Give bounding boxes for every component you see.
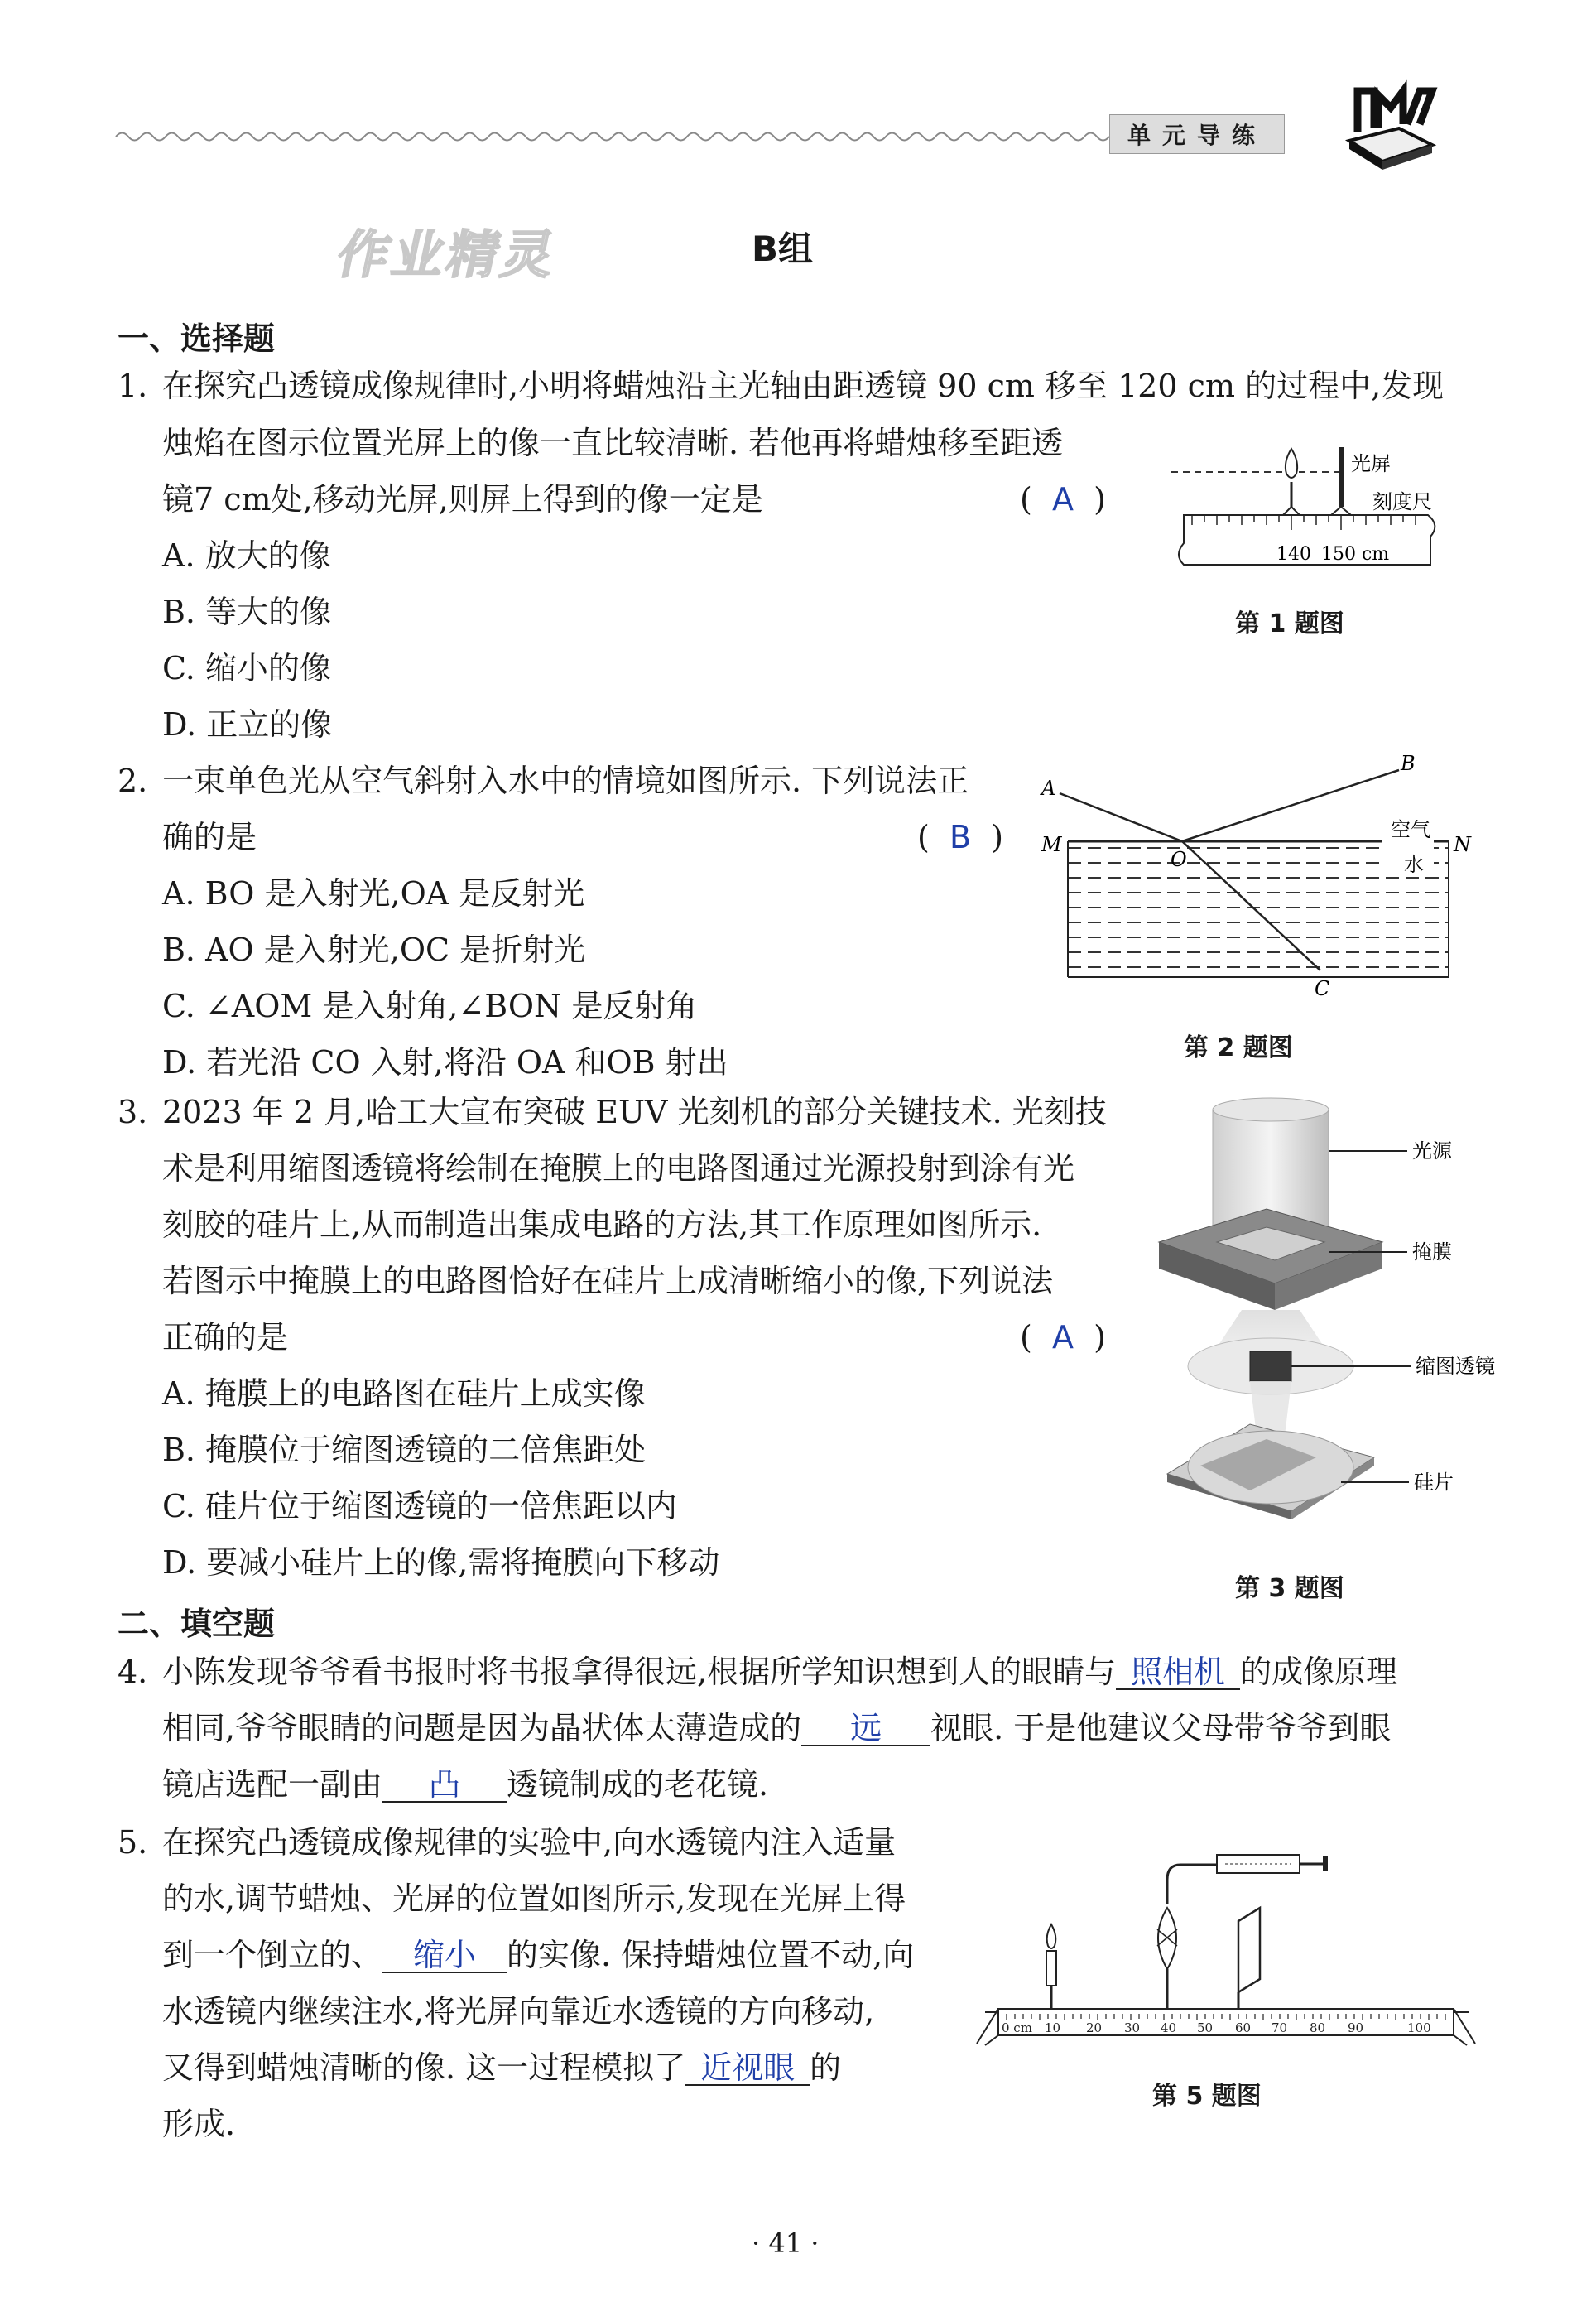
header-unit-tag: 单元导练 [1109,114,1285,154]
q1-answer-bracket: ( A ) [1020,481,1106,518]
q1-tick-140: 140 [1276,544,1311,565]
q3-caption: 第 3 题图 [1235,1574,1344,1603]
q5-tick-50: 50 [1197,2020,1214,2035]
q1-screen-label: 光屏 [1351,452,1391,475]
q3-option-b: B. 掩膜位于缩图透镜的二倍焦距处 [162,1432,647,1468]
q5-number: 5. [118,1824,148,1861]
q2-label-c: C [1315,977,1330,1000]
watermark: 作业精灵 [332,224,564,285]
q5-line2: 的水,调节蜡烛、光屏的位置如图所示,发现在光屏上得 [162,1880,906,1917]
q3-label-light: 光源 [1412,1139,1452,1163]
q5-line6: 形成. [162,2106,236,2142]
q3-line4: 若图示中掩膜上的电路图恰好在硅片上成清晰缩小的像,下列说法 [162,1263,1054,1299]
q2-ray-oc [1182,841,1320,970]
q5-figure [969,1822,1482,2054]
section-fill: 二、填空题 [118,1606,276,1642]
q2-line1: 一束单色光从空气斜射入水中的情境如图所示. 下列说法正 [162,763,969,799]
q1-line2: 烛焰在图示位置光屏上的像一直比较清晰. 若他再将蜡烛移至距透 [162,425,1064,461]
q2-label-o: O [1171,848,1187,871]
q4-line1: 小陈发现爷爷看书报时将书报拿得很远,根据所学知识想到人的眼睛与 照相机 的成像原理 [162,1654,1398,1690]
q5-caption: 第 5 题图 [1152,2082,1262,2111]
q5-tick-10: 10 [1045,2020,1061,2035]
q2-label-m: M [1041,833,1062,856]
q1-caption: 第 1 题图 [1235,609,1344,638]
q3-number: 3. [118,1094,148,1130]
q2-label-a: A [1041,777,1056,800]
q3-option-c: C. 硅片位于缩图透镜的一倍焦距以内 [162,1488,677,1524]
q1-answer: A [1051,481,1074,518]
q1-option-d: D. 正立的像 [162,706,333,743]
q1-line1: 在探究凸透镜成像规律时,小明将蜡烛沿主光轴由距透镜 90 cm 移至 120 cm 的过程中,发现 [162,368,1445,404]
q2-answer: B [949,819,972,855]
q1-line3: 镜7 cm处,移动光屏,则屏上得到的像一定是 [162,481,763,518]
q2-figure [1035,754,1482,1002]
book-logo-icon [1341,83,1440,174]
q5-line4: 水透镜内继续注水,将光屏向靠近水透镜的方向移动, [162,1993,875,2030]
header-wavy-rule [116,124,1109,149]
q5-tick-80: 80 [1310,2020,1326,2035]
q3-line3: 刻胶的硅片上,从而制造出集成电路的方法,其工作原理如图所示. [162,1206,1042,1243]
q5-optical-bench [998,2009,1454,2035]
q1-option-c: C. 缩小的像 [162,650,331,686]
q5-water-lens [1158,1908,1176,1969]
q2-number: 2. [118,763,148,799]
q2-option-a: A. BO 是入射光,OA 是反射光 [162,875,585,912]
q2-option-d: D. 若光沿 CO 入射,将沿 OA 和OB 射出 [162,1044,728,1081]
q2-option-c: C. ∠AOM 是入射角,∠BON 是反射角 [162,988,698,1024]
q5-line1: 在探究凸透镜成像规律的实验中,向水透镜内注入适量 [162,1824,897,1861]
q3-option-d: D. 要减小硅片上的像,需将掩膜向下移动 [162,1544,720,1581]
q3-answer: A [1051,1319,1074,1356]
q3-label-mask: 掩膜 [1412,1240,1452,1264]
q2-line2: 确的是 [162,819,257,855]
q5-candle [1047,1924,1056,1948]
q1-number: 1. [118,368,148,404]
q3-option-a: A. 掩膜上的电路图在硅片上成实像 [162,1375,646,1412]
q3-line5: 正确的是 [162,1319,289,1356]
q3-label-wafer: 硅片 [1414,1471,1454,1494]
q4-number: 4. [118,1654,148,1690]
q4-blank1[interactable]: 照相机 [1116,1655,1240,1690]
q4-line3: 镜店选配一副由 凸 透镜制成的老花镜. [162,1766,769,1803]
q1-screen [1339,447,1344,507]
q1-option-a: A. 放大的像 [162,537,331,574]
q5-tick-40: 40 [1161,2020,1177,2035]
q2-label-air: 空气 [1391,818,1430,841]
page-number: · 41 · [752,2227,820,2259]
group-title: B组 [752,229,814,269]
q3-line1: 2023 年 2 月,哈工大宣布突破 EUV 光刻机的部分关键技术. 光刻技 [162,1094,1107,1130]
q2-caption: 第 2 题图 [1184,1033,1293,1062]
q5-tick-30: 30 [1124,2020,1141,2035]
q2-label-water: 水 [1404,853,1424,876]
q5-tick-20: 20 [1086,2020,1103,2035]
q5-blank1[interactable]: 缩小 [382,1938,507,1973]
q2-option-b: B. AO 是入射光,OC 是折射光 [162,932,586,968]
q4-blank2[interactable]: 远 [801,1712,930,1746]
q5-tick-100: 100 [1407,2020,1431,2035]
q5-screen [1238,1908,1260,1992]
q1-ruler-label: 刻度尺 [1372,490,1432,513]
q2-label-n: N [1454,833,1471,856]
q1-tick-150: 150 cm [1321,544,1390,565]
q5-line3: 到一个倒立的、 缩小 的实像. 保持蜡烛位置不动,向 [162,1937,915,1973]
q3-figure [1134,1093,1495,1557]
q5-line5: 又得到蜡烛清晰的像. 这一过程模拟了 近视眼 的 [162,2049,842,2086]
q5-tick-90: 90 [1348,2020,1364,2035]
q2-label-b: B [1401,752,1416,775]
q5-blank2[interactable]: 近视眼 [685,2051,810,2086]
section-choice: 一、选择题 [118,320,276,357]
q1-candle-flame [1286,449,1297,478]
q2-answer-bracket: ( B ) [917,819,1004,855]
q5-water-lens-pipe [1167,1865,1217,1904]
q3-answer-bracket: ( A ) [1020,1319,1106,1356]
q2-ray-ob [1182,770,1399,841]
q1-figure [1167,439,1449,588]
q2-ray-ao [1060,793,1182,841]
q5-tick-60: 60 [1235,2020,1252,2035]
q4-blank3[interactable]: 凸 [382,1768,507,1803]
q4-line2: 相同,爷爷眼睛的问题是因为晶状体太薄造成的 远 视眼. 于是他建议父母带爷爷到眼 [162,1710,1392,1746]
q3-line2: 术是利用缩图透镜将绘制在掩膜上的电路图通过光源投射到涂有光 [162,1150,1075,1187]
q1-option-b: B. 等大的像 [162,594,332,630]
q5-tick-70: 70 [1272,2020,1288,2035]
q3-label-lens: 缩图透镜 [1416,1355,1495,1378]
q5-tick-0: 0 cm [1002,2020,1032,2035]
